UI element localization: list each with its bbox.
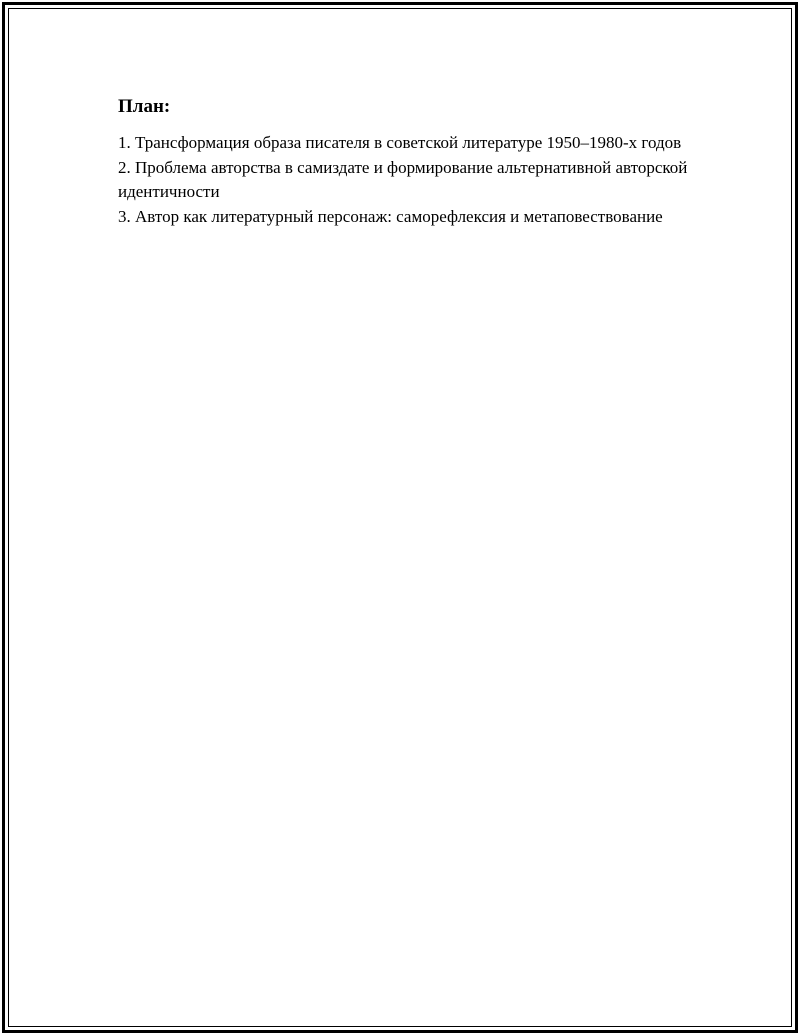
plan-heading: План:: [118, 96, 171, 117]
document-body: [118, 95, 698, 229]
plan-item-2: 2. Проблема авторства в самиздате и формирование альтернативной авторской идентичности: [118, 157, 688, 201]
plan-item-1: 1. Трансформация образа писателя в советской литературе 1950–1980-х годов: [118, 133, 682, 152]
plan-list: [118, 131, 698, 229]
plan-item-3: 3. Автор как литературный персонаж: саморефлексия и метаповествование: [118, 206, 663, 226]
